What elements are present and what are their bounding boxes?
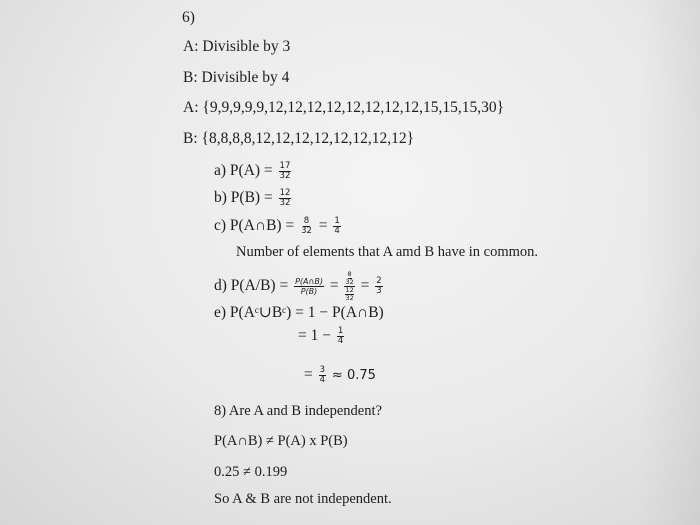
inner-denominator: 32 [345, 278, 354, 286]
part-b [214, 189, 293, 208]
part-a-label: a) P(A) = [214, 162, 273, 180]
definition-a: A: Divisible by 3 [183, 38, 291, 55]
inner-numerator: 12 [345, 286, 354, 294]
part-d-compound-fraction [344, 271, 354, 302]
part-e-line-3-fraction [319, 366, 326, 385]
fraction-numerator [344, 271, 354, 287]
fraction-denominator: 4 [337, 336, 344, 346]
fraction-numerator: 1 [337, 326, 344, 336]
definition-b: B: Divisible by 4 [183, 69, 290, 86]
part-c [214, 217, 343, 236]
equals-sign: = [360, 277, 370, 295]
inner-numerator: 8 [347, 270, 352, 278]
part-d-fraction-1 [294, 277, 324, 296]
part-b-fraction [279, 189, 292, 208]
fraction-denominator: 32 [279, 198, 291, 208]
inner-denominator: 32 [345, 294, 354, 302]
fraction-denominator: 3 [376, 286, 382, 296]
equals-sign: = [329, 277, 339, 295]
set-b: B: {8,8,8,8,12,12,12,12,12,12,12,12} [183, 130, 415, 147]
part-a [214, 162, 293, 181]
fraction-denominator: 32 [279, 171, 291, 181]
part-e-line-3 [304, 366, 376, 385]
fraction-numerator: 3 [319, 365, 326, 375]
set-a: A: {9,9,9,9,9,12,12,12,12,12,12,12,12,15,15,15,30} [183, 99, 505, 116]
part-a-fraction [279, 162, 292, 181]
fraction-numerator: P(A∩B) [295, 277, 323, 286]
probability-inequality: P(A∩B) ≠ P(A) x P(B) [214, 433, 348, 449]
fraction-numerator: 1 [334, 216, 340, 226]
approx-value: ≈ 0.75 [331, 368, 376, 384]
part-e-line-2 [298, 327, 346, 346]
part-c-label: c) P(A∩B) = [214, 217, 295, 235]
part-b-label: b) P(B) = [214, 189, 273, 207]
inner-fraction-bottom [345, 287, 353, 302]
independence-question: 8) Are A and B independent? [214, 403, 382, 419]
fraction-numerator: 17 [279, 161, 291, 171]
fraction-numerator: 2 [376, 276, 382, 286]
page-edge-shadow [640, 0, 700, 525]
fraction-numerator: 12 [279, 188, 291, 198]
equals-sign: = [318, 217, 328, 235]
fraction-denominator: 4 [334, 226, 340, 236]
numeric-inequality: 0.25 ≠ 0.199 [214, 464, 288, 480]
fraction-numerator: 8 [303, 216, 310, 226]
fraction-denominator: 32 [301, 226, 312, 236]
part-c-fraction-2 [333, 217, 340, 236]
part-d-fraction-3 [375, 277, 382, 296]
part-e-line-1: e) P(Aᶜ∪Bᶜ) = 1 − P(A∩B) [214, 304, 384, 321]
part-c-fraction-1 [300, 217, 313, 236]
part-e-line-2-prefix: = 1 − [298, 327, 331, 345]
part-e-line-2-fraction [337, 327, 344, 346]
fraction-denominator [344, 287, 354, 302]
fraction-denominator: 4 [319, 375, 326, 385]
part-d [214, 271, 385, 302]
part-e-line-3-prefix: = [304, 366, 313, 384]
part-d-label: d) P(A/B) = [214, 277, 289, 295]
problem-number: 6) [182, 9, 195, 26]
inner-fraction-top [345, 271, 353, 286]
fraction-denominator: P(B) [300, 287, 318, 296]
common-elements-note: Number of elements that A amd B have in common. [236, 244, 539, 260]
conclusion: So A & B are not independent. [214, 491, 392, 507]
